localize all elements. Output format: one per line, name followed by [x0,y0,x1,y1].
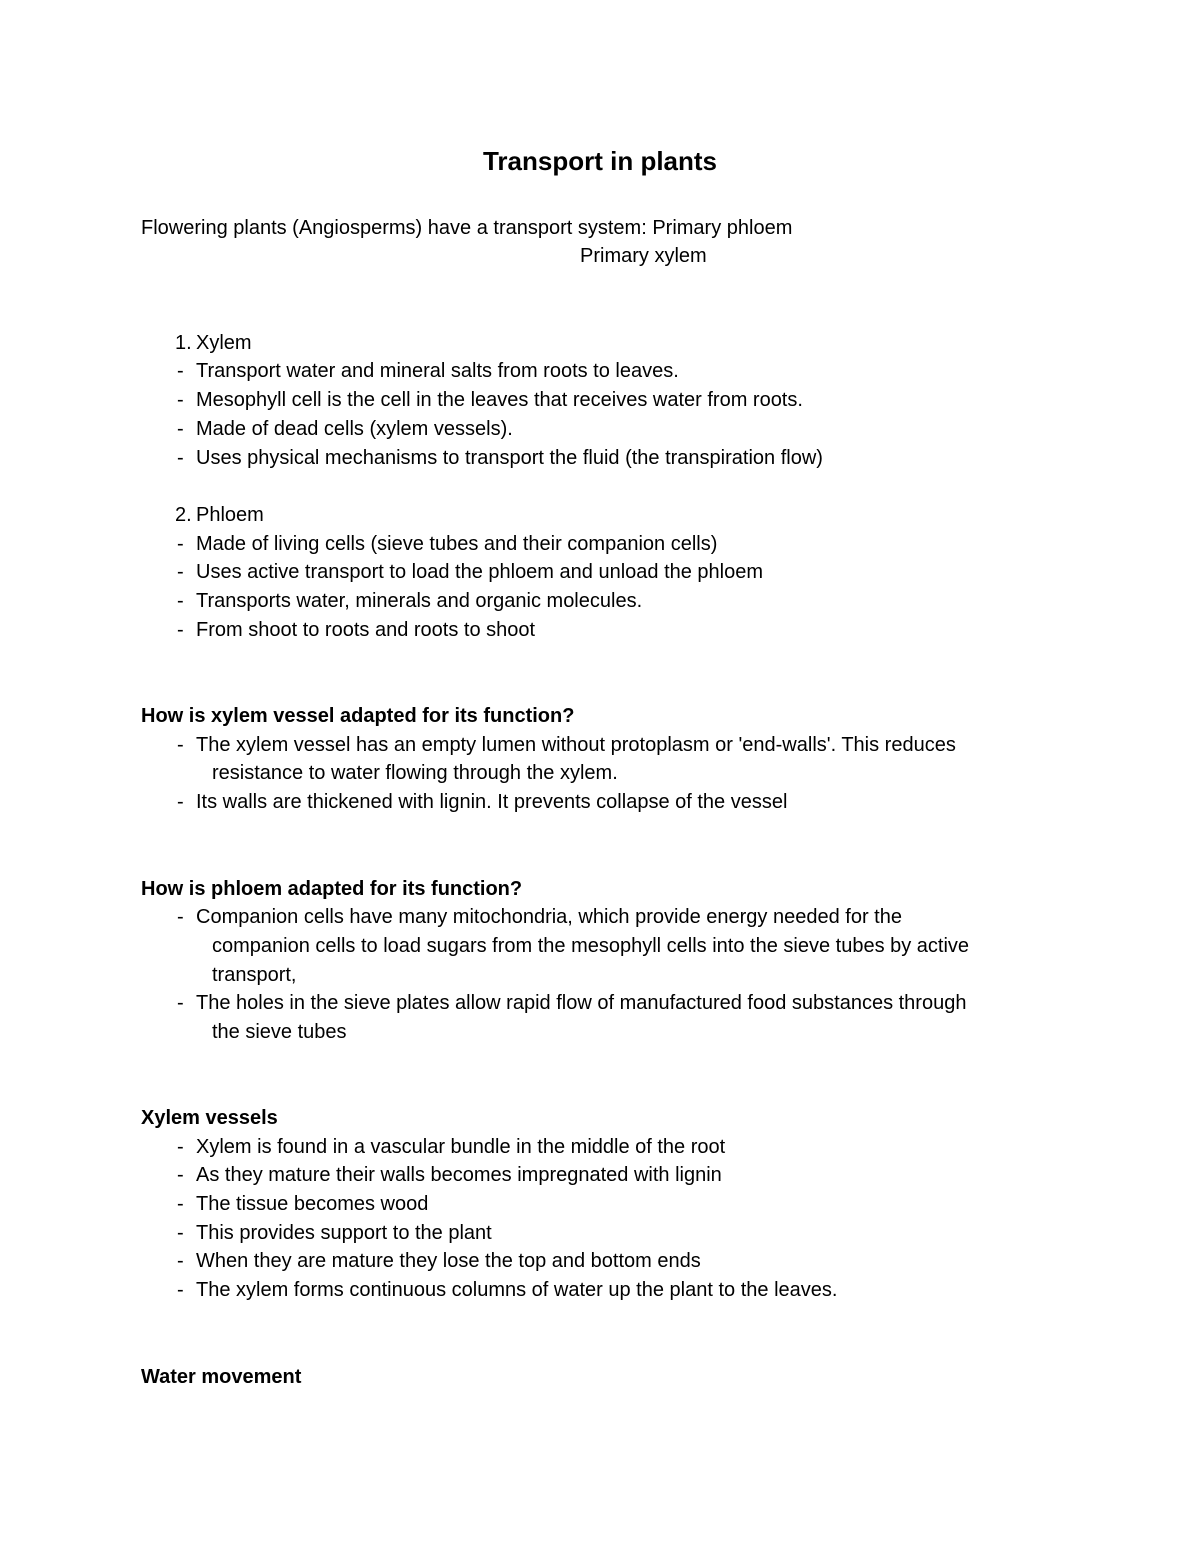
list-item: This provides support to the plant [196,1222,492,1244]
list-item: Xylem is found in a vascular bundle in the middle of the root [196,1136,726,1158]
list-item: Made of living cells (sieve tubes and their companion cells) [196,533,718,555]
phloem-label: Phloem [196,504,264,526]
bullet-dash: - [177,360,184,382]
bullet-dash: - [177,389,184,411]
list-item: Its walls are thickened with lignin. It prevents collapse of the vessel [196,791,788,813]
list-item: Transport water and mineral salts from roots to leaves. [196,360,679,382]
list-item: Transports water, minerals and organic molecules. [196,590,643,612]
section-heading-xylem-vessels: Xylem vessels [141,1107,278,1129]
list-item: The holes in the sieve plates allow rapid flow of manufactured food substances through [196,992,967,1014]
bullet-dash: - [177,1136,184,1158]
bullet-dash: - [177,906,184,928]
list-item-continuation: the sieve tubes [212,1021,347,1043]
list-item: As they mature their walls becomes impregnated with lignin [196,1164,722,1186]
list-item: The xylem forms continuous columns of water up the plant to the leaves. [196,1279,838,1301]
section-heading-water-movement: Water movement [141,1366,302,1388]
bullet-dash: - [177,619,184,641]
bullet-dash: - [177,1164,184,1186]
list-item: Companion cells have many mitochondria, which provide energy needed for the [196,906,902,928]
intro-line-1: Flowering plants (Angiosperms) have a transport system: Primary phloem [141,217,793,239]
list-item: The tissue becomes wood [196,1193,429,1215]
xylem-number: 1. [175,332,192,354]
bullet-dash: - [177,992,184,1014]
list-item-continuation: companion cells to load sugars from the mesophyll cells into the sieve tubes by active [212,935,970,957]
page-title: Transport in plants [482,146,718,176]
section-heading-xylem-adapted: How is xylem vessel adapted for its function? [141,705,575,727]
bullet-dash: - [177,1222,184,1244]
phloem-number: 2. [175,504,192,526]
intro-line-2: Primary xylem [580,245,707,267]
list-item: When they are mature they lose the top and bottom ends [196,1250,701,1272]
bullet-dash: - [177,791,184,813]
bullet-dash: - [177,1193,184,1215]
bullet-dash: - [177,1250,184,1272]
bullet-dash: - [177,1279,184,1301]
xylem-label: Xylem [196,332,252,354]
list-item: From shoot to roots and roots to shoot [196,619,536,641]
bullet-dash: - [177,447,184,469]
bullet-dash: - [177,590,184,612]
list-item: Made of dead cells (xylem vessels). [196,418,513,440]
bullet-dash: - [177,533,184,555]
bullet-dash: - [177,561,184,583]
bullet-dash: - [177,418,184,440]
list-item: The xylem vessel has an empty lumen without protoplasm or 'end-walls'. This reduces [196,734,956,756]
list-item-continuation: resistance to water flowing through the xylem. [212,762,618,784]
bullet-dash: - [177,734,184,756]
list-item-continuation: transport, [212,964,297,986]
list-item: Mesophyll cell is the cell in the leaves that receives water from roots. [196,389,803,411]
section-heading-phloem-adapted: How is phloem adapted for its function? [141,878,523,900]
list-item: Uses physical mechanisms to transport the fluid (the transpiration flow) [196,447,823,469]
list-item: Uses active transport to load the phloem and unload the phloem [196,561,764,583]
